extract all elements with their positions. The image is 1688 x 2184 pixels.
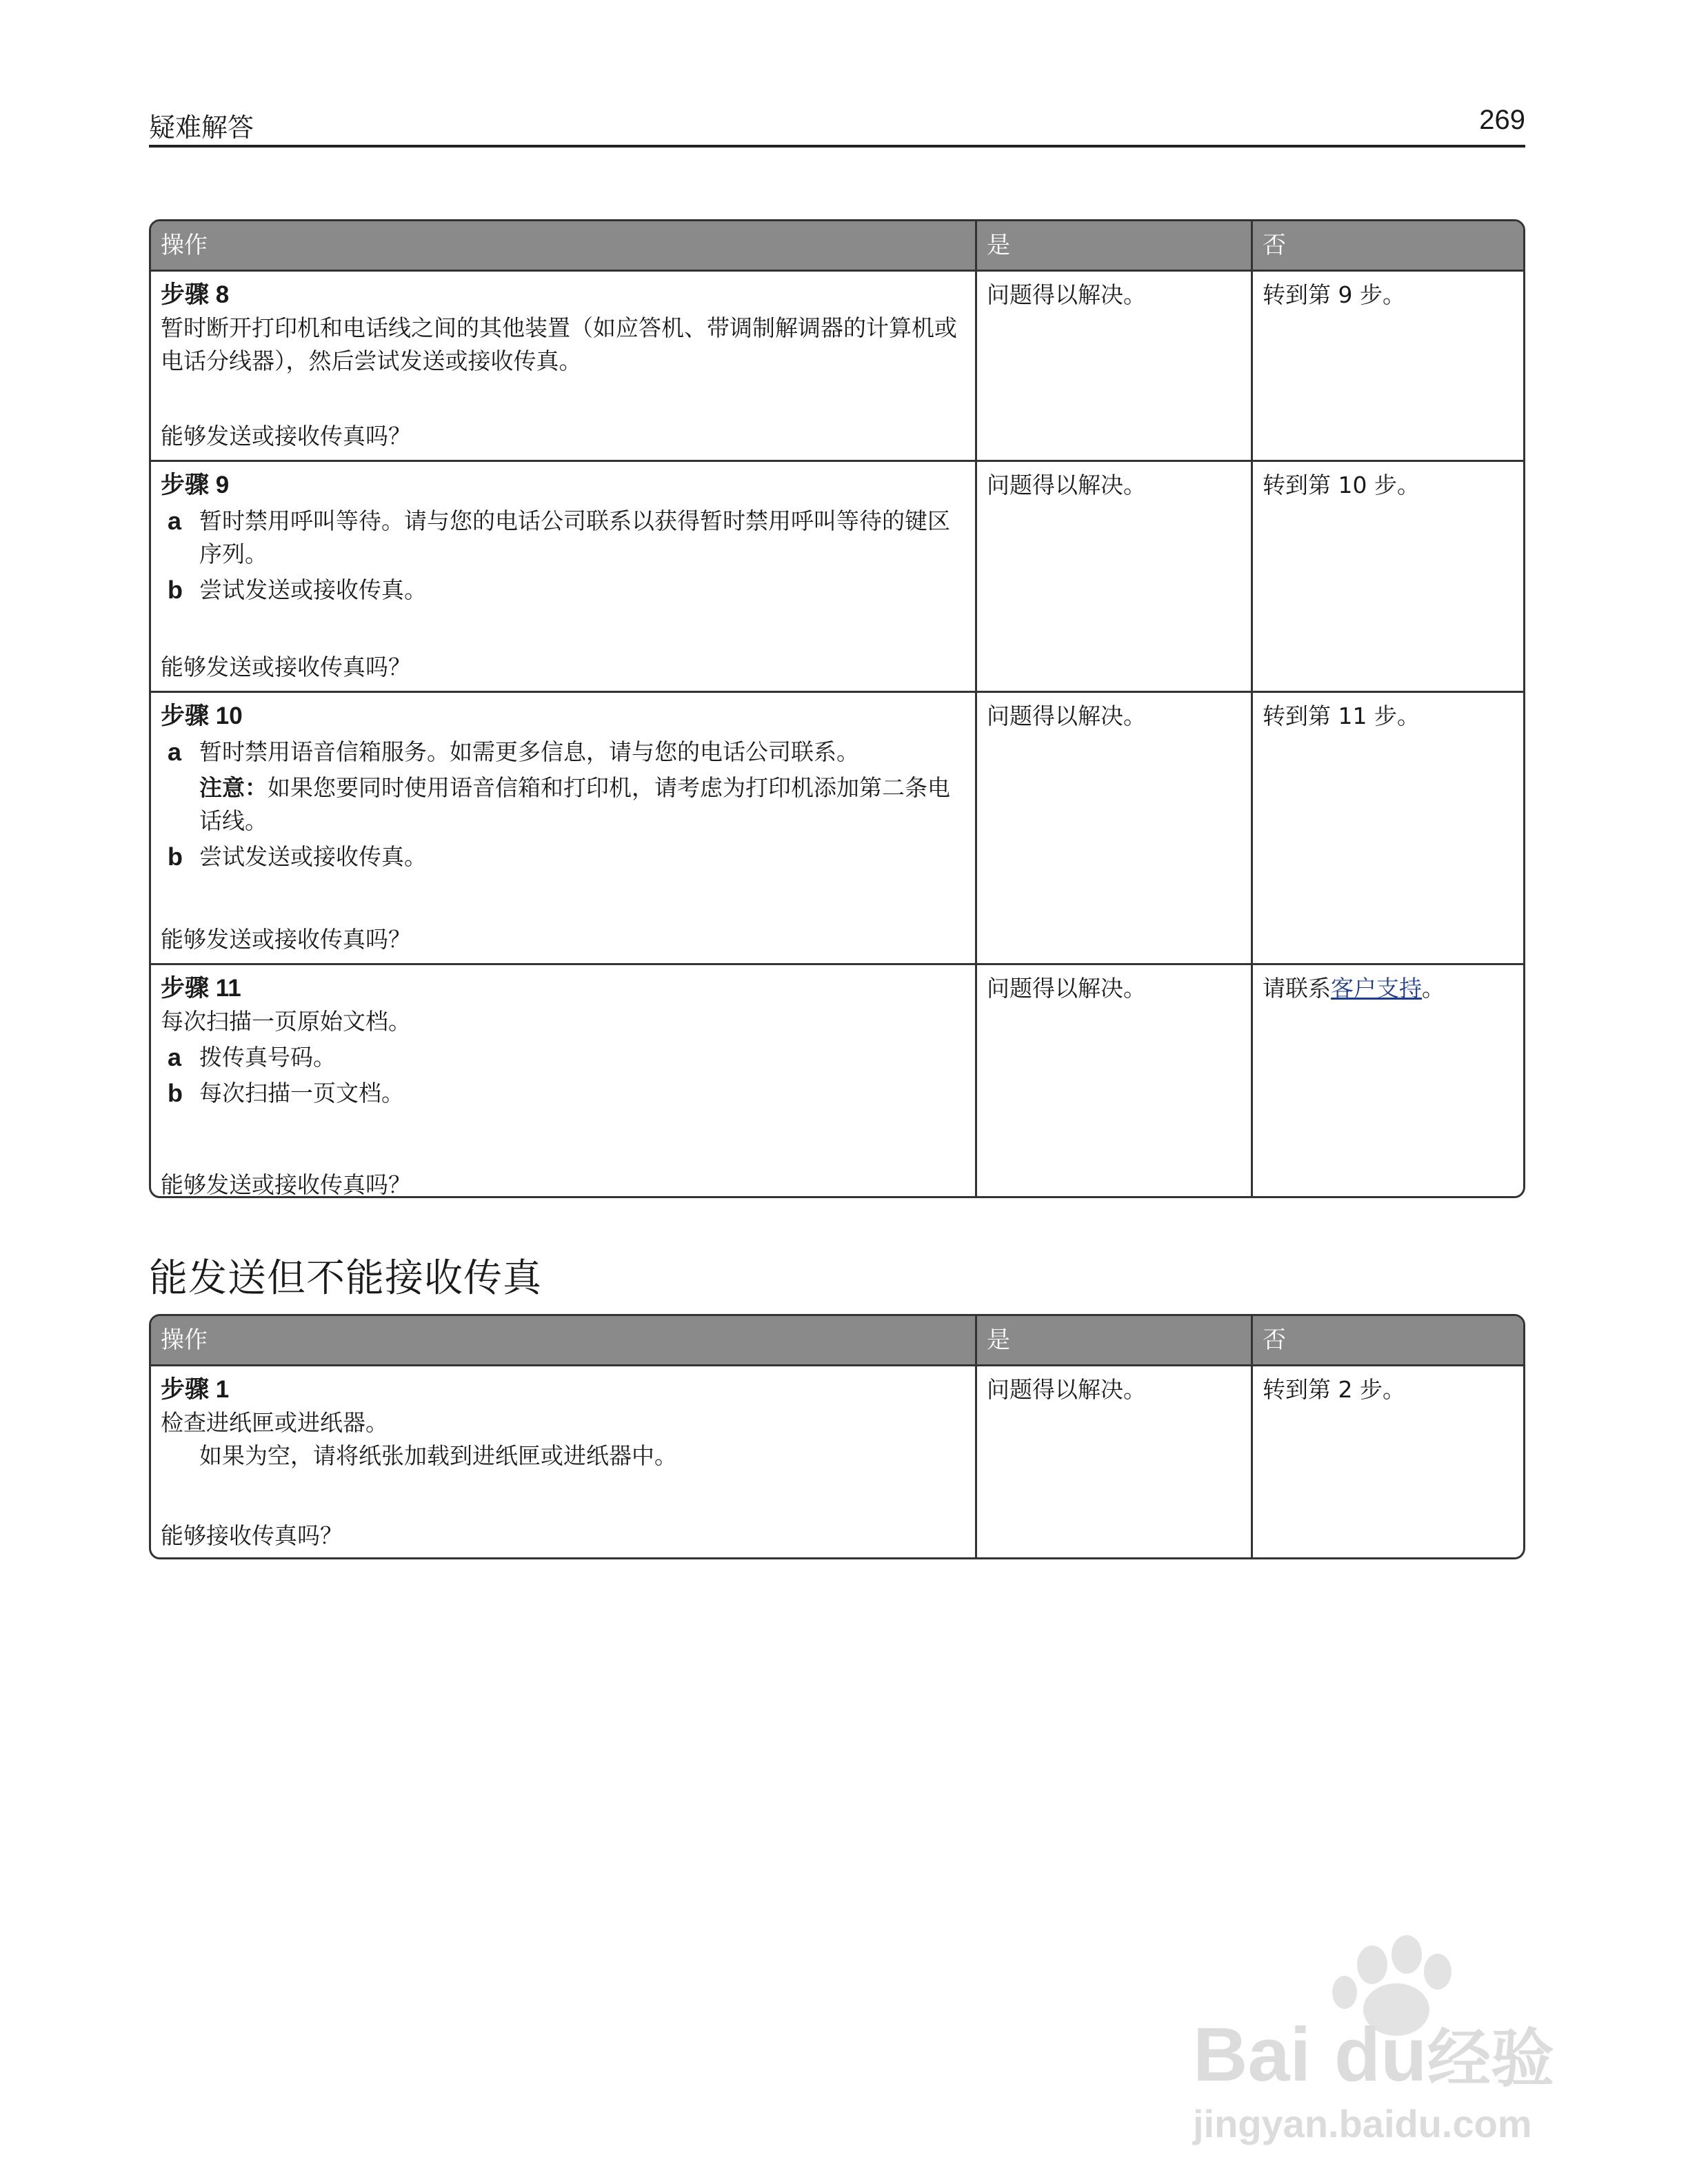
table-row [151, 272, 1523, 460]
table-row [151, 1366, 1523, 1559]
header-title: 疑难解答 [149, 112, 254, 143]
step-question: 能够接收传真吗？ [161, 1522, 343, 1549]
yes-cell: 问题得以解决。 [977, 693, 1253, 963]
step-title: 步骤 10 [161, 702, 243, 729]
item-text: 拨传真号码。 [199, 1044, 336, 1071]
step-body: 每次扫描一页原始文档。 [161, 1008, 411, 1035]
table-row [151, 691, 1523, 963]
table-header-row [151, 221, 1523, 272]
column-header-action: 操作 [151, 1316, 977, 1364]
step-title: 步骤 8 [161, 281, 230, 308]
step-indented-text: 如果为空，请将纸张加载到进纸匣或进纸器中。 [199, 1442, 677, 1469]
watermark-brand-b: du [1334, 2012, 1427, 2097]
column-header-action: 操作 [151, 221, 977, 270]
table-header-row [151, 1316, 1523, 1366]
column-header-no: 否 [1263, 1326, 1286, 1354]
troubleshooting-table-1 [149, 219, 1525, 1198]
action-cell [151, 693, 977, 963]
watermark-url: jingyan.baidu.com [1193, 2102, 1532, 2145]
section-heading: 能发送但不能接收传真 [149, 1256, 542, 1301]
page-number: 269 [1479, 105, 1525, 135]
note-text: 如果您要同时使用语音信箱和打印机，请考虑为打印机添加第二条电话线。 [199, 774, 950, 834]
step-title: 步骤 11 [161, 975, 241, 1002]
watermark-graphic [1186, 1917, 1572, 2151]
step-body: 暂时断开打印机和电话线之间的其他装置（如应答机、带调制解调器的计算机或电话分线器），然后尝试发送或接收传真。 [161, 314, 957, 374]
step-title: 步骤 1 [161, 1376, 230, 1403]
list-item [161, 1041, 965, 1074]
item-text: 尝试发送或接收传真。 [199, 843, 427, 870]
action-cell [151, 1366, 977, 1559]
no-cell: 转到第 10 步。 [1263, 472, 1420, 498]
list-item [161, 840, 965, 873]
item-label: b [168, 576, 183, 604]
note-label: 注意： [199, 774, 268, 801]
item-label: a [168, 1043, 182, 1071]
yes-cell: 问题得以解决。 [977, 1366, 1253, 1559]
column-header-yes: 是 [977, 221, 1253, 270]
list-item [161, 505, 965, 571]
step-question: 能够发送或接收传真吗？ [161, 1171, 411, 1198]
item-label: b [168, 1079, 183, 1107]
item-label: a [168, 507, 182, 535]
customer-support-link[interactable]: 客户支持 [1331, 975, 1422, 1002]
action-cell [151, 462, 977, 691]
yes-cell: 问题得以解决。 [977, 965, 1253, 1198]
action-cell [151, 272, 977, 460]
step-question: 能够发送或接收传真吗？ [161, 423, 411, 449]
table-row [151, 963, 1523, 1198]
column-header-no: 否 [1263, 232, 1286, 259]
step-question: 能够发送或接收传真吗？ [161, 654, 411, 680]
list-item [161, 574, 965, 607]
no-cell [1253, 965, 1523, 1198]
item-text: 尝试发送或接收传真。 [199, 576, 427, 603]
no-suffix: 。 [1422, 975, 1445, 1002]
item-text: 暂时禁用语音信箱服务。如需更多信息，请与您的电话公司联系。 [199, 738, 859, 765]
list-item [161, 736, 965, 769]
no-cell: 转到第 11 步。 [1263, 702, 1420, 729]
troubleshooting-table-2 [149, 1314, 1525, 1559]
yes-cell: 问题得以解决。 [977, 272, 1253, 460]
item-label: a [168, 738, 182, 766]
watermark-brand-a: Bai [1193, 2012, 1312, 2097]
baidu-jingyan-watermark [1186, 1917, 1572, 2151]
item-label: b [168, 842, 183, 871]
column-header-yes: 是 [977, 1316, 1253, 1364]
step-title: 步骤 9 [161, 472, 230, 498]
action-cell [151, 965, 977, 1198]
item-text: 每次扫描一页文档。 [199, 1080, 404, 1106]
step-body: 检查进纸匣或进纸器。 [161, 1409, 388, 1436]
no-prefix: 请联系 [1263, 975, 1331, 1002]
note [161, 771, 965, 838]
yes-cell: 问题得以解决。 [977, 462, 1253, 691]
list-item [161, 1077, 965, 1110]
item-text: 暂时禁用呼叫等待。请与您的电话公司联系以获得暂时禁用呼叫等待的键区序列。 [199, 507, 950, 567]
no-cell: 转到第 9 步。 [1263, 281, 1405, 308]
watermark-brand-cn: 经验 [1427, 2024, 1555, 2094]
table-row [151, 460, 1523, 691]
no-cell: 转到第 2 步。 [1263, 1376, 1405, 1403]
page-header [149, 103, 1525, 148]
step-question: 能够发送或接收传真吗？ [161, 926, 411, 953]
